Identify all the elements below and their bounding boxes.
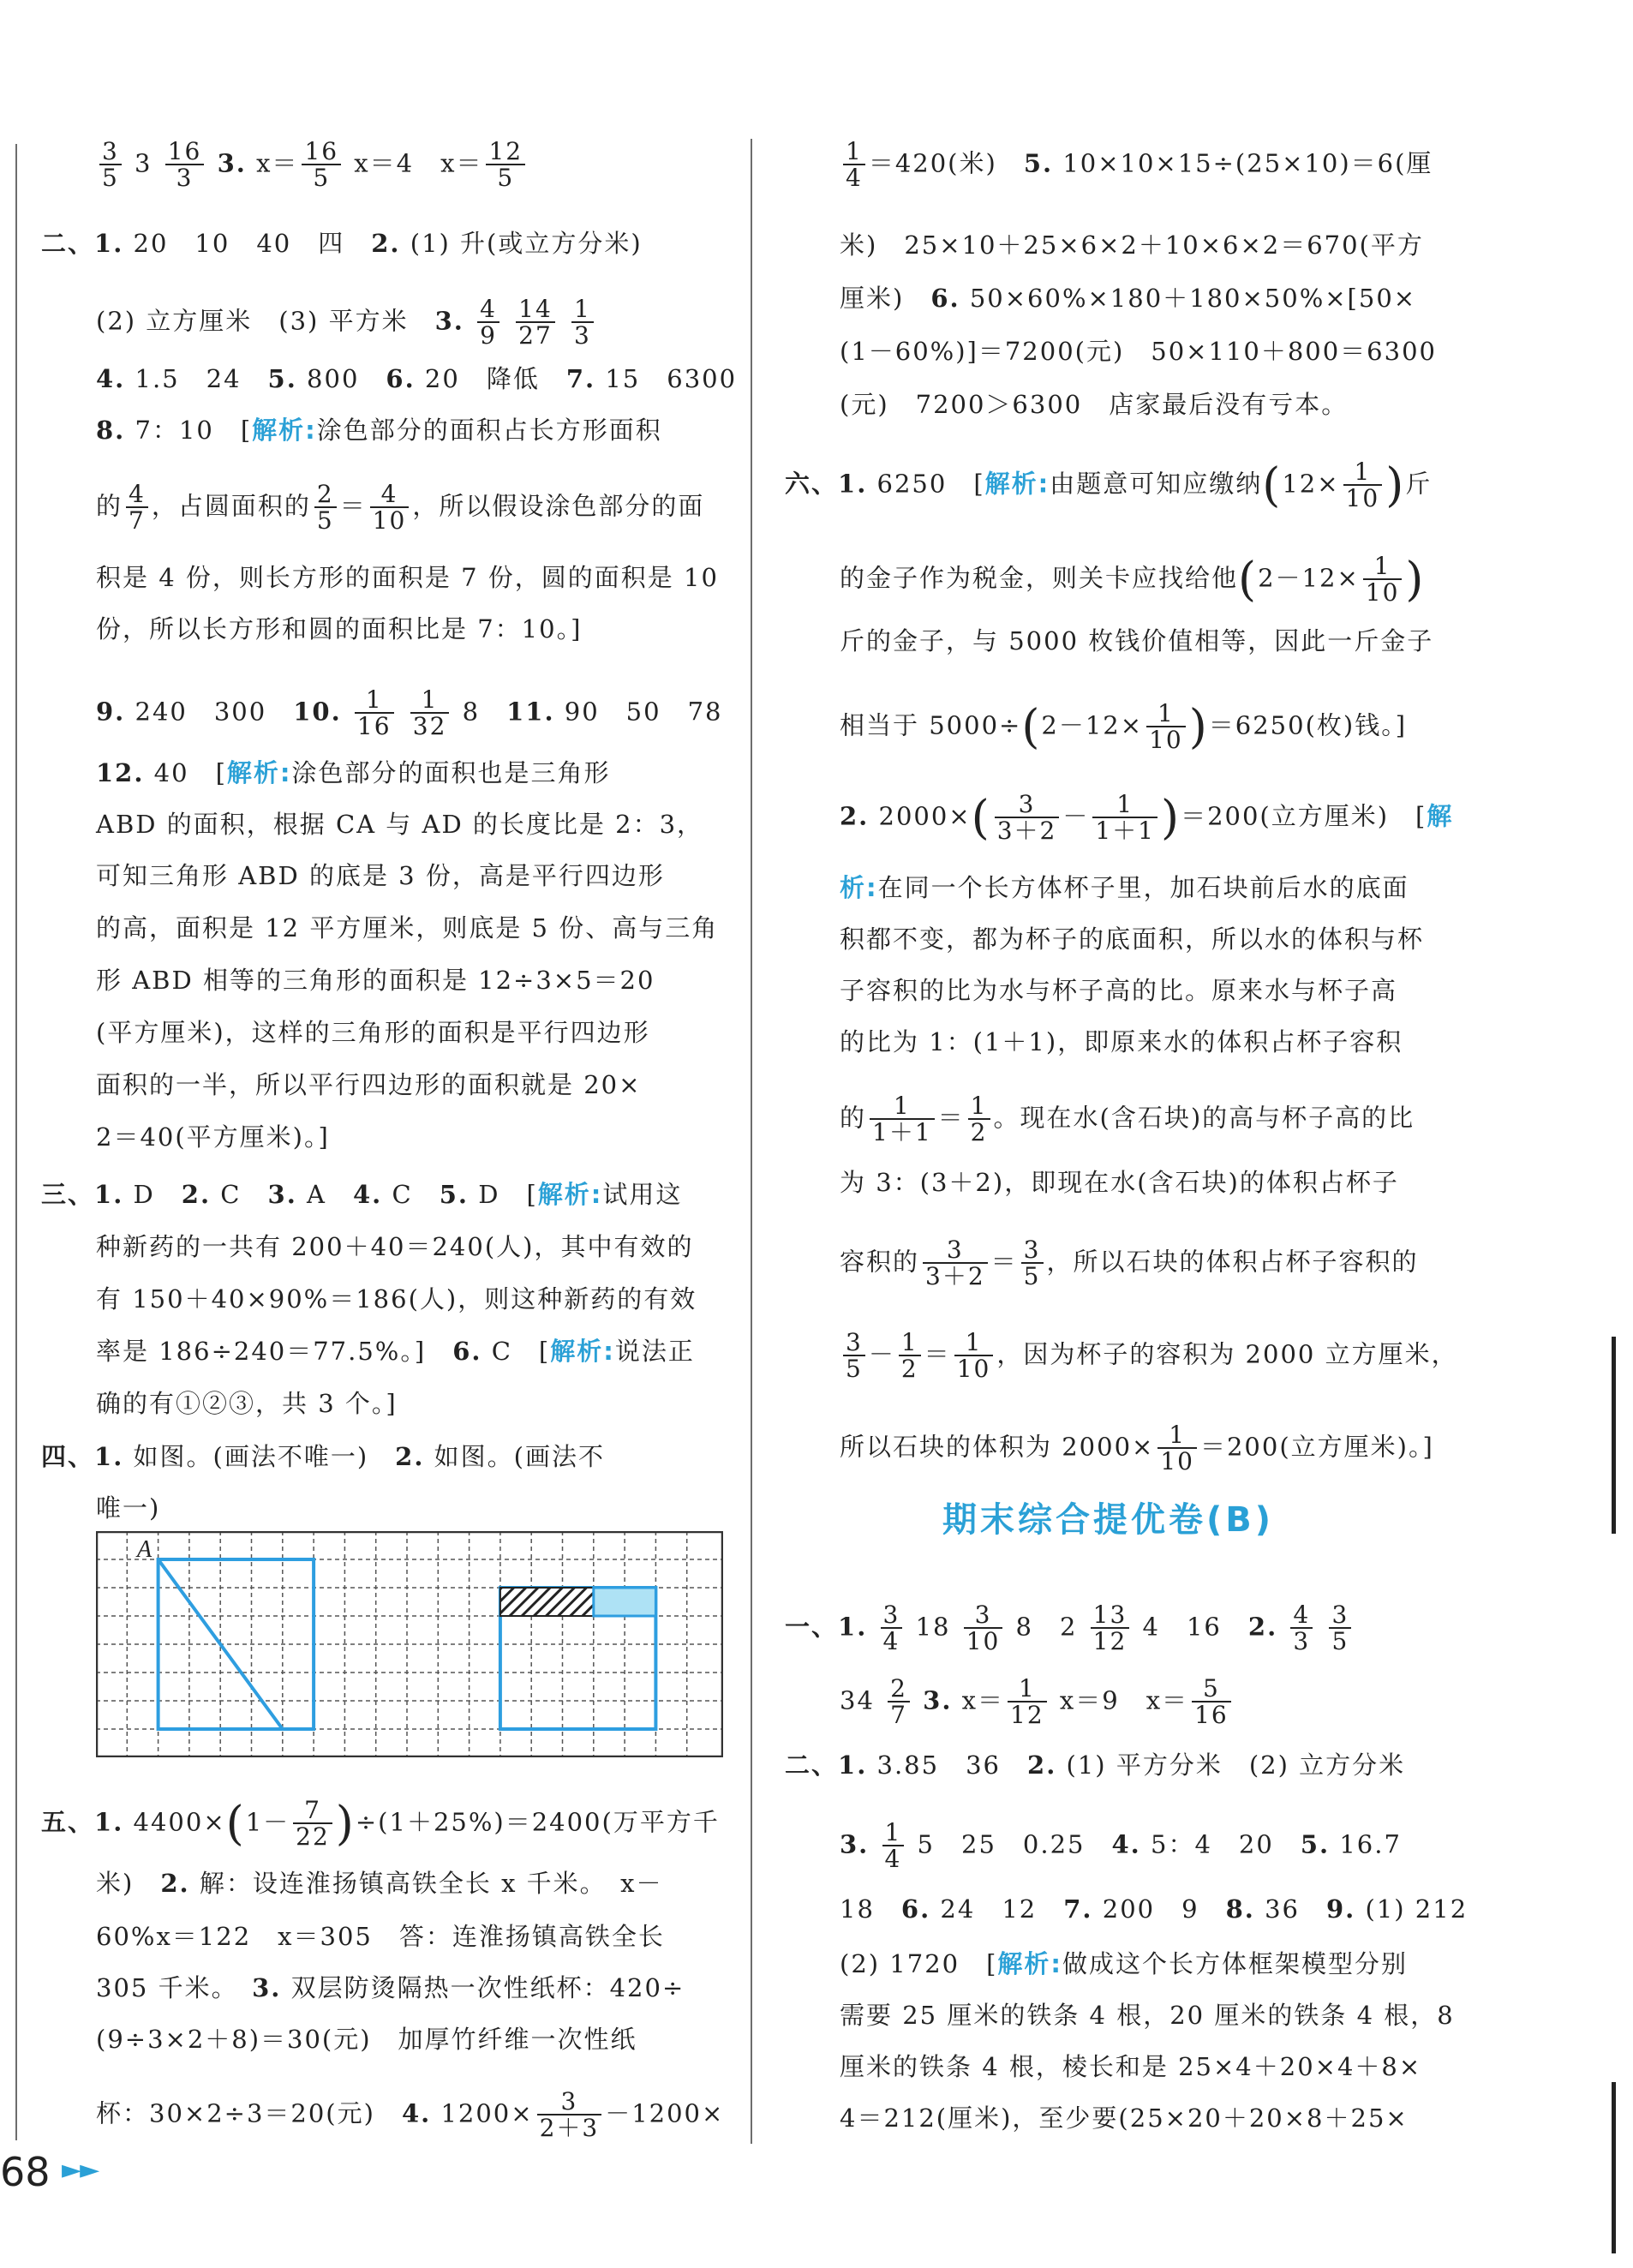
answer-line: 确的有①②③，共 3 个。] xyxy=(96,1389,398,1418)
answer-line: 厘米) 6. 50×60%×180＋180×50%×[50× xyxy=(840,284,1417,313)
answer-line: 三、1. D 2. C 3. A 4. C 5. D [解析:试用这 xyxy=(41,1180,683,1209)
answer-line: 相当于 5000÷(2－12× $\frac{1}{10}$ )＝6250(枚)钱。] xyxy=(840,699,1408,755)
answer-line: 四、1. 如图。(画法不唯一) 2. 如图。(画法不 xyxy=(41,1442,605,1471)
answer-line: 子容积的比为水与杯子高的比。原来水与杯子高 xyxy=(840,976,1398,1005)
analysis-label: 解 xyxy=(1427,801,1454,831)
binding-edge xyxy=(1612,2082,1616,2253)
answer-line: 所以石块的体积为 2000× $\frac{1}{10}$ ＝200(立方厘米)。] xyxy=(840,1421,1434,1476)
answer-line: 18 6. 24 12 7. 200 9 8. 36 9. (1) 212 xyxy=(840,1894,1469,1924)
answer-line: 需要 25 厘米的铁条 4 根，20 厘米的铁条 4 根，8 xyxy=(840,2001,1455,2030)
section-marker: 四、 xyxy=(41,1442,95,1471)
answer-line: 种新药的一共有 200＋40＝240(人)，其中有效的 xyxy=(96,1232,694,1261)
page-number: 68 xyxy=(0,2149,51,2195)
answer-line: 2＝40(平方厘米)。] xyxy=(96,1122,330,1152)
section-marker: 五、 xyxy=(41,1807,95,1837)
answer-line: 二、1. 3.85 36 2. (1) 平方分米 (2) 立方分米 xyxy=(785,1750,1406,1780)
answer-line: 米) 25×10＋25×6×2＋10×6×2＝670(平方 xyxy=(840,230,1424,260)
binding-edge xyxy=(1612,1337,1616,1534)
answer-line: 杯：30×2÷3＝20(元) 4. 1200× $\frac{3}{2+3}$ －1200× xyxy=(96,2087,725,2143)
answer-line: (2) 1720 [解析:做成这个长方体框架模型分别 xyxy=(840,1949,1409,1978)
answer-line: 六、1. 6250 [解析:由题意可知应缴纳(12× $\frac{1}{10}$ )斤 xyxy=(785,458,1433,513)
answer-line: 12. 40 [解析:涂色部分的面积也是三角形 xyxy=(96,758,611,787)
section-marker: 三、 xyxy=(41,1180,95,1209)
answer-line: (平方厘米)，这样的三角形的面积是平行四边形 xyxy=(96,1018,650,1047)
answer-line: 的比为 1：(1＋1)，即原来水的体积占杯子容积 xyxy=(840,1027,1403,1056)
analysis-label: 解析: xyxy=(997,1949,1063,1978)
analysis-label: 解析: xyxy=(252,416,317,445)
answer-line: 厘米的铁条 4 根，棱长和是 25×4＋20×4＋8× xyxy=(840,2052,1422,2081)
answer-line: 一、1. $\frac{3}{4}$ 18 $\frac{3}{10}$ 8 2 $\frac{13}{12}$ 4 16 2. $\frac{4}{3}$ $\frac{3}{5}$ xyxy=(785,1602,1476,1637)
answer-line: 为 3：(3＋2)，即现在水(含石块)的体积占杯子 xyxy=(840,1168,1399,1197)
answer-line: $\frac{3}{5}$ 3 $\frac{16}{3}$ 3. x＝ $\frac{16}{5}$ x＝4 x＝ $\frac{12}{5}$ xyxy=(96,139,728,173)
answer-line: (1－60%)]＝7200(元) 50×110＋800＝6300 xyxy=(840,337,1437,366)
answer-line: 的高，面积是 12 平方厘米，则底是 5 份、高与三角 xyxy=(96,913,719,943)
column-divider xyxy=(751,139,752,2144)
answer-line: 容积的 $\frac{3}{3+2}$ ＝ $\frac{3}{5}$ ，所以石块的体积占杯子容积的 xyxy=(840,1236,1419,1291)
answer-line: 8. 7：10 [解析:涂色部分的面积占长方形面积 xyxy=(96,416,662,445)
point-label-a: A xyxy=(137,1536,153,1563)
grid-lines xyxy=(96,1531,723,1757)
answer-line: 积都不变，都为杯子的底面积，所以水的体积与杯 xyxy=(840,925,1425,954)
answer-line: 率是 186÷240＝77.5%。] 6. C [解析:说法正 xyxy=(96,1337,695,1366)
analysis-label: 析: xyxy=(840,873,878,902)
answer-line: $\frac{3}{5}$ － $\frac{1}{2}$ ＝ $\frac{1}{10}$ ，因为杯子的容积为 2000 立方厘米， xyxy=(840,1330,1476,1364)
grid-figure xyxy=(96,1531,723,1757)
analysis-label: 解析: xyxy=(550,1337,615,1366)
answer-line: 份，所以长方形和圆的面积比是 7：10。] xyxy=(96,614,583,643)
shaded-strip xyxy=(594,1588,656,1616)
answer-line: 积是 4 份，则长方形的面积是 7 份，圆的面积是 10 xyxy=(96,563,719,592)
answer-line: 有 150＋40×90%＝186(人)，则这种新药的有效 xyxy=(96,1284,697,1314)
page-arrows-icon: ►► xyxy=(62,2155,99,2185)
answer-line: 斤的金子，与 5000 枚钱价值相等，因此一斤金子 xyxy=(840,626,1434,655)
answer-line: 4＝212(厘米)，至少要(25×20＋20×8＋25× xyxy=(840,2103,1409,2133)
analysis-label: 解析: xyxy=(537,1180,603,1209)
section-marker: 二、 xyxy=(41,229,95,258)
answer-line: (9÷3×2＋8)＝30(元) 加厚竹纤维一次性纸 xyxy=(96,2025,637,2054)
answer-line: 形 ABD 相等的三角形的面积是 12÷3×5＝20 xyxy=(96,966,655,995)
answer-line: 9. 240 300 10. $\frac{1}{16}$ $\frac{1}{32}$ 8 11. 90 50 78 xyxy=(96,685,723,741)
answer-line: $\frac{1}{4}$ ＝420(米) 5. 10×10×15÷(25×10)＝6(厘 xyxy=(840,139,1476,173)
answer-line: 的金子作为税金，则关卡应找给他(2－12× $\frac{1}{10}$ ) xyxy=(840,552,1426,607)
answer-line: 34 $\frac{2}{7}$ 3. x＝ $\frac{1}{12}$ x＝9 x＝ $\frac{5}{16}$ xyxy=(840,1676,1476,1710)
analysis-label: 解析: xyxy=(984,469,1050,499)
answer-line: 析:在同一个长方体杯子里，加石块前后水的底面 xyxy=(840,873,1409,902)
section-marker: 二、 xyxy=(785,1750,839,1780)
answer-line: ABD 的面积，根据 CA 与 AD 的长度比是 2：3， xyxy=(96,810,704,839)
analysis-label: 解析: xyxy=(226,758,292,787)
answer-line: 的 $\frac{1}{1+1}$ ＝ $\frac{1}{2}$ 。现在水(含石块)的高与杯子高的比 xyxy=(840,1092,1415,1147)
hatched-strip xyxy=(500,1588,594,1616)
section-marker: 六、 xyxy=(785,469,839,499)
section-title: 期末综合提优卷(B) xyxy=(942,1500,1275,1540)
answer-line: 3. $\frac{1}{4}$ 5 25 0.25 4. 5：4 20 5. 16.7 xyxy=(840,1818,1402,1874)
left-margin-rule xyxy=(15,144,17,2140)
answer-line: 的 $\frac{4}{7}$ ，占圆面积的 $\frac{2}{5}$ ＝ $\frac{4}{10}$ ，所以假设涂色部分的面 xyxy=(96,480,705,536)
answer-line: 二、1. 20 10 40 四 2. (1) 升(或立方分米) xyxy=(41,229,643,258)
answer-line: 2. 2000×( $\frac{3}{3+2}$ － $\frac{1}{1+1}$ )＝200(立方厘米) [解 xyxy=(840,790,1454,846)
answer-line: 米) 2. 解：设连淮扬镇高铁全长 x 千米。 x－ xyxy=(96,1869,663,1898)
answer-line: 4. 1.5 24 5. 800 6. 20 降低 7. 15 6300 xyxy=(96,364,738,393)
section-marker: 一、 xyxy=(785,1612,839,1642)
answer-line: 唯一) xyxy=(96,1493,161,1523)
answer-line: 五、1. 4400×(1－ $\frac{7}{22}$ )÷(1＋25%)＝2400(万平方千 xyxy=(41,1796,720,1852)
answer-line: 面积的一半，所以平行四边形的面积就是 20× xyxy=(96,1070,642,1099)
answer-line: 305 千米。 3. 双层防烫隔热一次性纸杯：420÷ xyxy=(96,1973,685,2002)
answer-line: 60%x＝122 x＝305 答：连淮扬镇高铁全长 xyxy=(96,1922,665,1951)
answer-line: 可知三角形 ABD 的底是 3 份，高是平行四边形 xyxy=(96,861,665,890)
answer-line: (元) 7200＞6300 店家最后没有亏本。 xyxy=(840,390,1349,419)
answer-line: (2) 立方厘米 (3) 平方米 3. $\frac{4}{9}$ $\frac{14}{27}$ $\frac{1}{3}$ xyxy=(96,296,728,331)
